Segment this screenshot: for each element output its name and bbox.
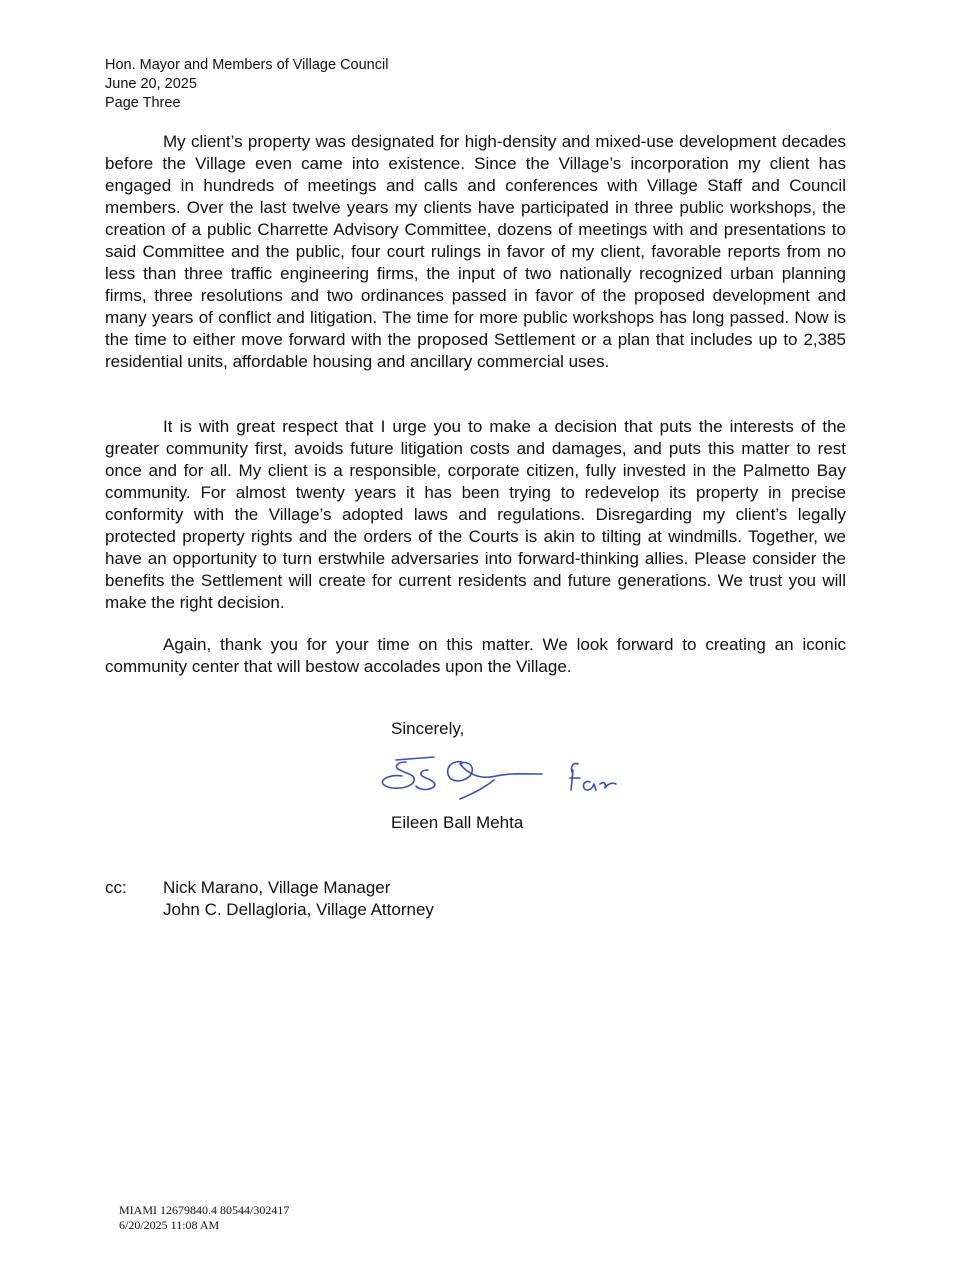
cc-label: cc: [105, 878, 127, 897]
document-footer [119, 1203, 289, 1233]
paragraph-text: My client’s property was designated for high-density and mixed-use development decades before the Village even came into existence. Since the Village’s incorporation my client has engaged in hundreds of meetings and calls and conferences with Village Staff and Council members. Over the last twelve years my clients have participated in three public workshops, the creation of a public Charrette Advisory Committee, dozens of meetings with and presentations to said Committee and the public, four court rulings in favor of my client, favorable reports from no less than three traffic engineering firms, the input of two nationally recognized urban planning firms, three resolutions and two ordinances passed in favor of the proposed development and many years of conflict and litigation. The time for more public workshops has long passed. Now is the time to either move forward with the proposed Settlement or a plan that includes up to 2,385 residential units, affordable housing and ancillary commercial uses. [105, 132, 846, 371]
closing-salutation: Sincerely, [391, 719, 465, 738]
handwritten-signature [376, 748, 626, 806]
paragraph-text: It is with great respect that I urge you to make a decision that puts the interests of the greater community first, avoids future litigation costs and damages, and puts this matter to rest once and for all. My client is a responsible, corporate citizen, fully invested in the Palmetto Bay community. For almost twenty years it has been trying to redevelop its property in precise conformity with the Village’s adopted laws and regulations. Disregarding my client’s legally protected property rights and the orders of the Courts is akin to tilting at windmills. Together, we have an opportunity to turn erstwhile adversaries into forward-thinking allies. Please consider the benefits the Settlement will create for current residents and future generations. We trust you will make the right decision. [105, 417, 846, 612]
cc-recipient: Nick Marano, Village Manager [163, 878, 391, 897]
body-paragraph-2 [105, 416, 846, 614]
paragraph-text: Again, thank you for your time on this matter. We look forward to creating an iconic community center that will bestow accolades upon the Village. [105, 635, 846, 676]
cc-recipient: John C. Dellagloria, Village Attorney [163, 900, 434, 919]
letter-header [105, 56, 388, 113]
body-paragraph-3 [105, 634, 846, 678]
cc-recipient-list [163, 877, 434, 921]
document-timestamp: 6/20/2025 11:08 AM [119, 1218, 220, 1232]
body-paragraph-1 [105, 131, 846, 373]
signer-name: Eileen Ball Mehta [391, 813, 524, 832]
signature-text: far [376, 748, 378, 749]
document-id: MIAMI 12679840.4 80544/302417 [119, 1203, 290, 1217]
letter-date: June 20, 2025 [105, 76, 197, 92]
page-number: Page Three [105, 95, 181, 111]
recipient-line: Hon. Mayor and Members of Village Council [105, 57, 389, 73]
